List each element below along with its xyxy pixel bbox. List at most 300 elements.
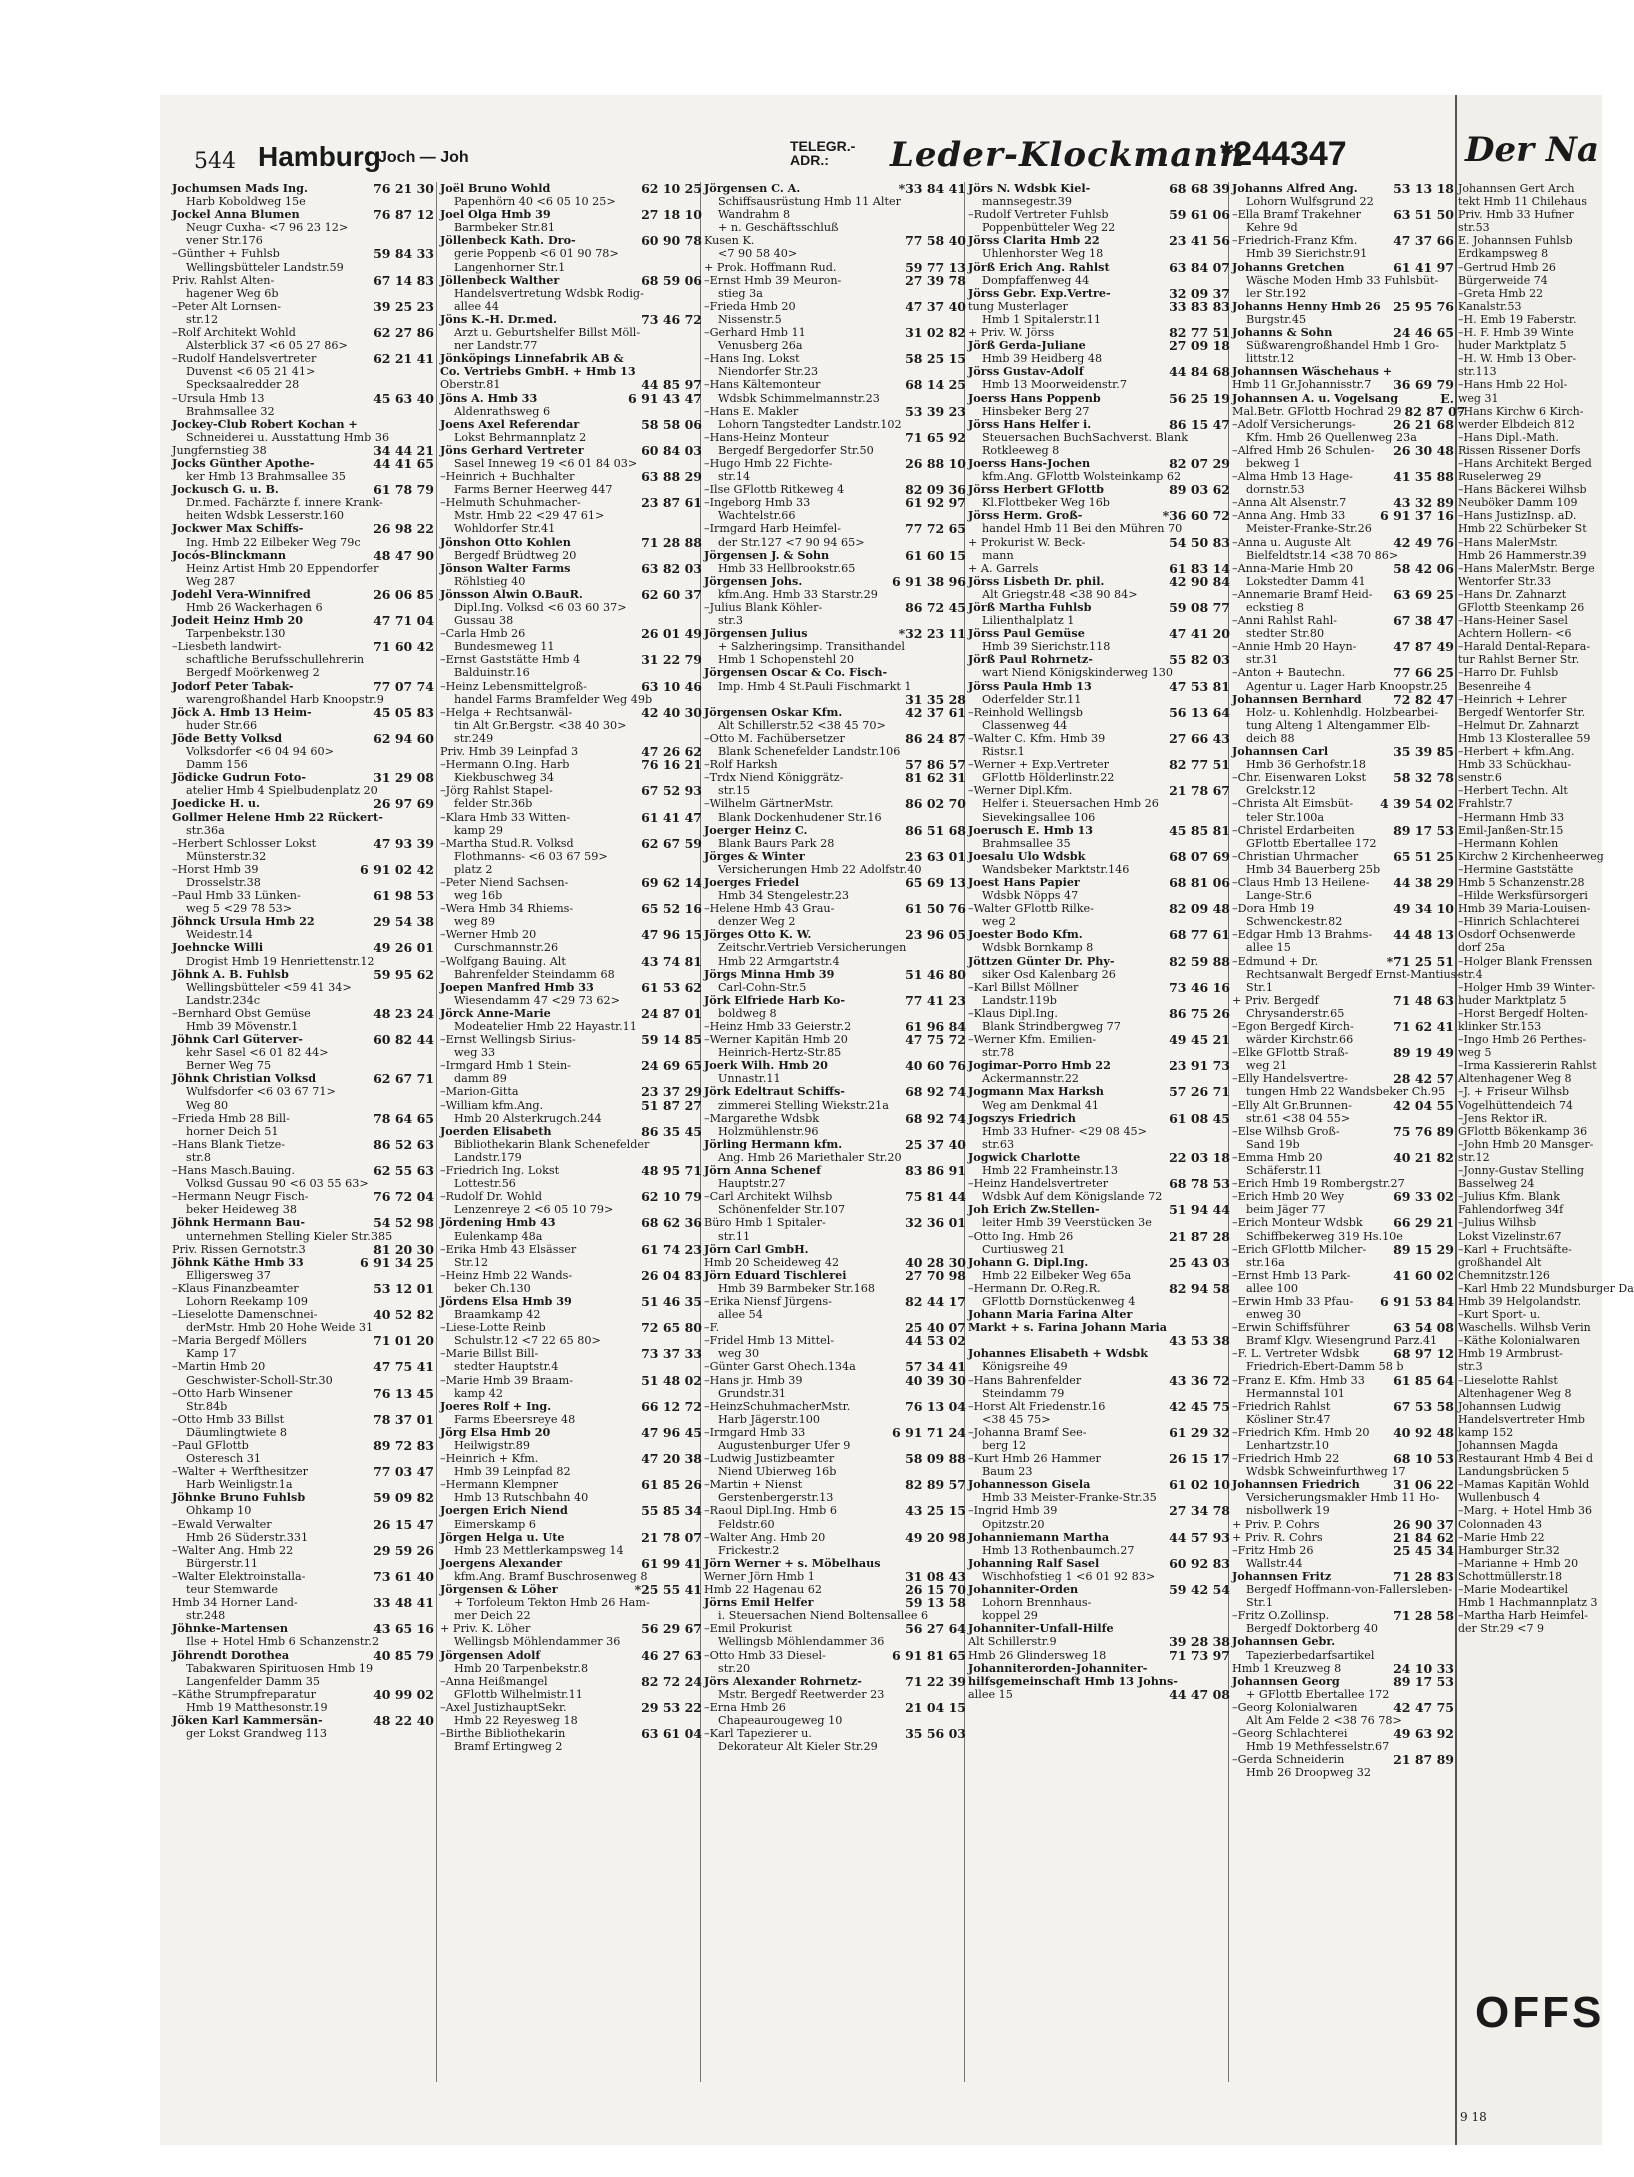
entry-phone: 71 65 92 (905, 429, 966, 445)
entry-name: –Emil Prokurist (704, 1622, 792, 1636)
entry-continuation: Alsterblick 37 <6 05 27 86> (186, 339, 348, 353)
directory-entry (968, 981, 1230, 994)
entry-phone: 77 07 74 (373, 678, 434, 694)
entry-name: Jochumsen Mads Ing. (172, 181, 308, 195)
directory-entry (1232, 1727, 1454, 1740)
directory-entry (968, 1203, 1230, 1216)
entry-continuation: Weg am Denkmal 41 (982, 1098, 1099, 1112)
directory-entry (440, 1007, 702, 1020)
entry-name: Johannsen Gebr. (1232, 1634, 1336, 1649)
directory-entry (704, 326, 966, 339)
directory-entry (1232, 470, 1454, 483)
entry-name: Jödicke Gudrun Foto- (172, 770, 307, 785)
next-page-line: huder Marktplatz 5 (1458, 339, 1567, 353)
directory-entry (704, 1190, 966, 1203)
entry-continuation: Unnastr.11 (718, 1072, 781, 1086)
directory-entry (968, 1504, 1230, 1517)
entry-continuation: GFlottb Hölderlinstr.22 (982, 771, 1115, 785)
entry-continuation: Niendorfer Str.23 (718, 365, 819, 379)
entry-phone: 73 46 72 (641, 311, 702, 327)
directory-entry (704, 300, 966, 313)
entry-name: –Heinz Handelsvertreter (968, 1177, 1109, 1191)
entry-continuation: berg 12 (982, 1439, 1027, 1452)
entry-name: –Martha Stud.R. Volksd (440, 836, 574, 850)
directory-entry (440, 1557, 702, 1570)
entry-name: –Reinhold Wellingsb (968, 705, 1083, 719)
directory-entry (968, 1675, 1230, 1688)
entry-name: + A. Garrels (968, 561, 1039, 575)
entry-continuation: Wiesendamm 47 <29 73 62> (454, 993, 621, 1007)
entry-name: –Anna u. Auguste Alt (1232, 535, 1351, 549)
entry-continuation: dornstr.53 (1246, 483, 1305, 497)
entry-phone: 6 91 38 96 (892, 573, 966, 589)
directory-entry (968, 928, 1230, 941)
next-page-line: –Hans JustizInsp. aD. (1458, 509, 1577, 523)
entry-phone: 71 62 41 (1393, 1019, 1454, 1034)
directory-entry (968, 509, 1230, 522)
entry-name: –Marie Hmb 39 Braam- (440, 1373, 573, 1387)
entry-continuation: Hauptstr.27 (718, 1177, 786, 1191)
entry-name: Jörs Alexander Rohrnetz- (704, 1673, 862, 1688)
entry-continuation: Weidestr.14 (186, 928, 253, 942)
next-page-line: str.3 (1458, 1360, 1483, 1374)
entry-continuation: <38 45 75> (982, 1412, 1051, 1426)
entry-phone: 62 67 71 (373, 1071, 434, 1087)
entry-name: –Kurt Hmb 26 Hammer (968, 1452, 1101, 1466)
entry-continuation: Hmb 39 Sierichstr.118 (982, 640, 1111, 654)
entry-phone: 36 69 79 (1393, 377, 1454, 393)
directory-entry (172, 1387, 434, 1400)
entry-phone: 29 59 26 (373, 1542, 434, 1558)
next-page-line: Waschells. Wilhsb Verin (1458, 1321, 1591, 1335)
entry-phone: 61 60 15 (905, 547, 966, 563)
next-page-line: –Holger Hmb 39 Winter- (1458, 980, 1596, 994)
entry-phone: 59 08 77 (1169, 600, 1230, 615)
directory-entry (440, 1033, 702, 1046)
next-page-line: Frahlstr.7 (1458, 797, 1513, 811)
directory-entry (1232, 1609, 1454, 1622)
entry-phone: 47 37 66 (1393, 233, 1454, 249)
next-page-line: weg 31 (1458, 391, 1499, 405)
directory-entry (172, 771, 434, 784)
entry-name: Jocks Günther Apothe- (172, 455, 315, 470)
entry-continuation: Lohorn Wulfsgrund 22 (1246, 195, 1374, 209)
directory-entry (704, 850, 966, 863)
entry-continuation: Hmb 36 Gerhofstr.18 (1246, 758, 1367, 772)
entry-continuation: Bergedf Doktorberg 40 (1246, 1622, 1378, 1636)
entry-continuation: Wandsbeker Marktstr.146 (982, 862, 1130, 876)
entry-name: Joedicke H. u. (172, 796, 260, 811)
entry-phone: 42 45 75 (1169, 1398, 1230, 1414)
entry-phone: 86 72 45 (905, 600, 966, 615)
directory-entry (704, 457, 966, 470)
entry-name: –Ingeborg Hmb 33 (704, 496, 811, 510)
entry-name: –Carla Hmb 26 (440, 627, 526, 641)
entry-name: –Käthe Strumpfreparatur (172, 1687, 316, 1701)
entry-name: Johanniter-Orden (968, 1582, 1079, 1597)
entry-name: –Rudolf Dr. Wohld (440, 1190, 543, 1204)
entry-continuation: Dipl.Ing. Volksd <6 03 60 37> (454, 601, 627, 614)
entry-name: Jörn Anna Schenef (704, 1163, 821, 1178)
entry-name: –Ursula Hmb 13 (172, 391, 265, 405)
next-page-line: Vogelhüttendeich 74 (1458, 1098, 1574, 1112)
next-page-line: Fahlendorfweg 34f (1458, 1203, 1564, 1217)
entry-name: –Hans Kältemonteur (704, 378, 821, 392)
next-page-line: –Julius Wilhsb (1458, 1216, 1537, 1230)
directory-entry (172, 837, 434, 850)
entry-name: –Trdx Niend Königgrätz- (704, 771, 844, 785)
entry-continuation: Specksaalredder 28 (186, 378, 300, 392)
entry-continuation: weg 2 (982, 915, 1017, 929)
entry-phone: 66 12 72 (641, 1398, 702, 1414)
entry-continuation: der Str.127 <7 90 94 65> (718, 535, 865, 549)
entry-name: –Annemarie Bramf Heid- (1232, 587, 1373, 601)
entry-name: –Annie Hmb 20 Hayn- (1232, 640, 1357, 654)
entry-continuation: Ristsr.1 (982, 745, 1025, 759)
entry-continuation: Sand 19b (1246, 1137, 1300, 1151)
entry-phone: 40 99 02 (373, 1686, 434, 1702)
directory-entry (440, 981, 702, 994)
directory-entry (440, 1125, 702, 1138)
entry-name: –Herbert Schlosser Lokst (172, 836, 317, 850)
directory-entry (968, 1282, 1230, 1295)
entry-phone: 63 84 07 (1169, 259, 1230, 275)
entry-phone: 71 01 20 (373, 1333, 434, 1349)
entry-continuation: Geschwister-Scholl-Str.30 (186, 1373, 333, 1387)
entry-phone: 49 26 01 (373, 940, 434, 956)
entry-name: –Erika Niensf Jürgens- (704, 1294, 832, 1308)
entry-name: Johannsen Wäschehaus + (1232, 364, 1393, 379)
directory-entry (704, 732, 966, 745)
entry-continuation: stedter Hauptstr.4 (454, 1360, 559, 1374)
entry-continuation: Hmb 39 Sierichstr.91 (1246, 247, 1368, 261)
directory-entry (704, 1400, 966, 1413)
entry-name: –Martin Hmb 20 (172, 1360, 266, 1374)
entry-continuation: Burgstr.45 (1246, 312, 1307, 326)
entry-name: –Anna Ang. Hmb 33 (1232, 509, 1346, 523)
entry-name: –Ilse GFlottb Ritkeweg 4 (704, 483, 845, 497)
entry-name: –Heinz Hmb 22 Wands- (440, 1268, 573, 1282)
entry-phone: 47 53 81 (1169, 678, 1230, 694)
entry-continuation: allee 15 (1246, 941, 1291, 955)
entry-name: Jörss Hans Helfer i. (968, 416, 1092, 431)
entry-name: Jörgensen C. A. (704, 181, 801, 195)
next-page-line: –Hans Dr. Zahnarzt (1458, 587, 1567, 601)
entry-phone: 29 53 22 (641, 1699, 702, 1715)
entry-phone: 6 91 53 84 (1380, 1293, 1454, 1309)
entry-continuation: Nissenstr.5 (718, 312, 782, 326)
directory-entry (704, 274, 966, 287)
entry-continuation: Lange-Str.6 (1246, 889, 1312, 903)
entry-name: Johanns Alfred Ang. (1232, 181, 1358, 195)
entry-phone: 26 30 48 (1393, 442, 1454, 458)
entry-phone: 57 26 71 (1169, 1084, 1230, 1100)
entry-phone: 44 53 02 (905, 1333, 966, 1349)
entry-continuation: Wdsbk Nöpps 47 (982, 889, 1079, 903)
entry-name: –Birthe Bibliothekarin (440, 1727, 566, 1741)
entry-phone: 61 02 10 (1169, 1477, 1230, 1493)
entry-continuation: str.11 (718, 1229, 751, 1243)
entry-name: –Walter GFlottb Rilke- (968, 902, 1094, 916)
entry-continuation: Grelckstr.12 (1246, 784, 1316, 798)
entry-phone: 54 52 98 (373, 1215, 434, 1231)
entry-continuation: allee 54 (718, 1308, 763, 1322)
entry-continuation: mer Deich 22 (454, 1609, 531, 1623)
directory-entry (704, 431, 966, 444)
entry-phone: 40 92 48 (1393, 1424, 1454, 1440)
entry-continuation: Bergedf Brüdtweg 20 (454, 548, 577, 562)
entry-continuation: Bergedf Moörkenweg 2 (186, 666, 320, 680)
entry-phone: 31 22 79 (641, 652, 702, 668)
entry-phone: 71 22 39 (905, 1673, 966, 1689)
entry-name: Jöck A. Hmb 13 Heim- (172, 704, 312, 719)
entry-continuation: Alt Griegstr.48 <38 90 84> (982, 587, 1138, 601)
entry-phone: 56 29 67 (641, 1621, 702, 1637)
directory-entry (172, 1282, 434, 1295)
entry-phone: 65 52 16 (641, 901, 702, 917)
directory-entry (172, 706, 434, 719)
entry-continuation: Hmb 1 Schopenstehl 20 (718, 653, 855, 667)
entry-continuation: weg 30 (718, 1347, 760, 1361)
directory-entry (440, 955, 702, 968)
entry-name: Jogimar-Porro Hmb 22 (968, 1058, 1111, 1073)
entry-name: Jörn Werner + s. Möbelhaus (704, 1555, 881, 1570)
entry-name: –Elly Alt Gr.Brunnen- (1232, 1098, 1352, 1112)
entry-phone: 56 25 19 (1169, 390, 1230, 406)
directory-entry (172, 811, 434, 824)
entry-name: Hmb 11 Gr.Johannisstr.7 (1232, 378, 1372, 392)
directory-entry (440, 1701, 702, 1714)
entry-name: Jodehl Vera-Winnifred (172, 586, 311, 601)
entry-name: Jöhrendt Dorothea (172, 1647, 290, 1662)
entry-name: Johanns Gretchen (1232, 259, 1345, 274)
entry-phone: 63 88 29 (641, 469, 702, 485)
next-page-line: –Harro Dr. Fuhlsb (1458, 666, 1559, 680)
entry-phone: 62 67 59 (641, 835, 702, 851)
entry-phone: 42 37 61 (905, 704, 966, 720)
next-page-line: –Marie Hmb 22 (1458, 1530, 1545, 1544)
directory-entry (704, 1295, 966, 1308)
entry-name: + Priv. Bergedf (1232, 993, 1319, 1007)
next-page-line: Kanalstr.53 (1458, 299, 1522, 313)
directory-entry (704, 1216, 966, 1229)
directory-entry (440, 1478, 702, 1491)
entry-continuation: Hermannstal 101 (1246, 1386, 1345, 1400)
entry-name: –Friedrich-Franz Kfm. (1232, 234, 1358, 248)
entry-phone: 82 59 88 (1169, 953, 1230, 969)
directory-entry (704, 1452, 966, 1465)
next-page-line: –Hans Architekt Berged (1458, 456, 1592, 470)
directory-entry (1232, 1753, 1454, 1766)
next-page-line: Ruselerweg 29 (1458, 470, 1542, 484)
next-page-line: –Karl + Fruchtsäfte- (1458, 1242, 1572, 1256)
entry-name: Johannsen Bernhard (1232, 691, 1362, 706)
directory-entry (704, 824, 966, 837)
entry-phone: 21 84 62 (1393, 1529, 1454, 1545)
entry-phone: 21 87 89 (1393, 1752, 1454, 1768)
entry-phone: 59 13 58 (905, 1595, 966, 1611)
entry-phone: 75 76 89 (1393, 1123, 1454, 1139)
entry-name: –Friedrich Hmb 22 (1232, 1452, 1340, 1466)
directory-entry (704, 234, 966, 247)
next-page-line: –Jonny-Gustav Stelling (1458, 1164, 1584, 1178)
entry-name: Jörns Emil Helfer (704, 1595, 814, 1610)
next-page-line: Kirchw 2 Kirchenheerweg (1458, 849, 1604, 863)
entry-name: Joest Hans Papier (968, 874, 1080, 889)
entry-phone: 48 95 71 (641, 1163, 702, 1179)
entry-continuation: Heinrich-Hertz-Str.85 (718, 1046, 842, 1060)
entry-phone: 26 06 85 (373, 586, 434, 602)
entry-name: Johannes Elisabeth + Wdsbk (968, 1346, 1148, 1361)
entry-continuation: Mstr. Bergedf Reetwerder 23 (718, 1687, 885, 1701)
entry-name: –Marie Billst Bill- (440, 1347, 539, 1361)
directory-entry (440, 1347, 702, 1360)
entry-continuation: Langenfelder Damm 35 (186, 1674, 320, 1688)
entry-continuation: kfm.Ang. Bramf Buschrosenweg 8 (454, 1569, 648, 1583)
entry-name: Mal.Betr. GFlottb Hochrad 29 (1232, 404, 1402, 418)
entry-continuation: Gussau 38 (454, 614, 514, 628)
directory-entry (968, 850, 1230, 863)
directory-entry (968, 575, 1230, 588)
next-page-line: Hmb 39 Helgolandstr. (1458, 1294, 1582, 1308)
next-page-line: –Hans Kirchw 6 Kirch- (1458, 404, 1584, 418)
directory-entry (440, 274, 702, 287)
entry-name: –Paul GFlottb (172, 1439, 249, 1452)
entry-continuation: stedter Str.80 (1246, 627, 1325, 641)
next-page-line: Neuböker Damm 109 (1458, 496, 1578, 510)
directory-entry (440, 627, 702, 640)
directory-entry (1232, 418, 1454, 431)
entry-continuation: Wallstr.44 (1246, 1556, 1303, 1570)
directory-entry (968, 208, 1230, 221)
entry-phone: 89 72 83 (373, 1438, 434, 1453)
entry-phone: 26 98 22 (373, 521, 434, 537)
directory-column-4 (968, 182, 1230, 1701)
entry-continuation: Weg 287 (186, 574, 236, 588)
entry-range: Joch — Joh (378, 149, 469, 166)
entry-continuation: Augustenburger Ufer 9 (718, 1439, 851, 1452)
entry-phone: 82 87 07 (1404, 403, 1466, 419)
next-page-line: –Kurt Sport- u. (1458, 1308, 1541, 1322)
directory-entry (968, 182, 1230, 195)
directory-entry (440, 496, 702, 509)
directory-entry (968, 1426, 1230, 1439)
entry-phone: 44 41 65 (373, 455, 434, 471)
entry-phone: 44 38 29 (1393, 874, 1454, 890)
entry-name: Jörgensen Adolf (440, 1647, 541, 1662)
entry-continuation: teur Stemwarde (186, 1583, 278, 1597)
entry-continuation: Wäsche Moden Hmb 33 Fuhlsbüt- (1246, 273, 1439, 287)
entry-name: –Hans Bahrenfelder (968, 1373, 1082, 1387)
entry-phone: 53 13 18 (1393, 181, 1454, 196)
entry-name: Jörgensen & Löher (440, 1582, 558, 1597)
entry-phone: 82 09 48 (1169, 901, 1230, 917)
entry-phone: 23 37 29 (641, 1084, 702, 1100)
entry-phone: 71 28 83 (1393, 1568, 1454, 1584)
entry-name: –Otto Hmb 33 Diesel- (704, 1648, 826, 1662)
entry-phone: 66 29 21 (1393, 1215, 1454, 1231)
directory-entry (172, 1112, 434, 1125)
entry-continuation: Königsreihe 49 (982, 1360, 1068, 1374)
entry-continuation: Hmb 33 Hellbrookstr.65 (718, 561, 856, 575)
directory-entry (704, 1164, 966, 1177)
entry-continuation: Hmb 39 Leinpfad 82 (454, 1465, 571, 1479)
entry-continuation: huder Str.66 (186, 718, 258, 732)
entry-phone: 49 45 21 (1169, 1032, 1230, 1048)
entry-phone: 21 78 07 (641, 1529, 702, 1545)
entry-name: Joeres Rolf + Ing. (440, 1398, 552, 1413)
entry-name: Jördening Hmb 43 (440, 1215, 556, 1230)
entry-phone: 51 94 44 (1169, 1202, 1230, 1218)
directory-entry (1232, 403, 1466, 419)
entry-phone: 61 29 32 (1169, 1424, 1230, 1440)
entry-phone: 82 89 57 (905, 1477, 966, 1493)
entry-name: Jocós-Blinckmann (172, 547, 286, 562)
entry-name: + Priv. R. Cohrs (1232, 1530, 1323, 1544)
entry-phone: 25 40 07 (905, 1320, 966, 1336)
directory-entry (704, 1531, 966, 1544)
entry-continuation: hagener Weg 6b (186, 286, 279, 300)
next-page-line: Wentorfer Str.33 (1458, 574, 1552, 588)
directory-entry (440, 208, 702, 221)
entry-continuation: Heinz Artist Hmb 20 Eppendorfer (186, 561, 379, 575)
entry-continuation: Hmb 33 Hufner- <29 08 45> (982, 1124, 1148, 1138)
entry-name: Jörling Hermann kfm. (704, 1136, 843, 1151)
entry-name: Jörss Herm. Groß- (968, 508, 1083, 523)
entry-name: –Ella Bramf Trakehner (1232, 208, 1361, 222)
directory-entry (968, 784, 1230, 797)
next-page-line: tekt Hmb 11 Chilehaus (1458, 195, 1587, 209)
entry-continuation: Kehre 9d (1246, 221, 1298, 235)
entry-continuation: Lohorn Reekamp 109 (186, 1294, 309, 1308)
directory-entry (440, 1269, 702, 1282)
entry-continuation: Wellingsb Möhlendammer 36 (718, 1635, 885, 1649)
entry-name: –Werner Kfm. Emilien- (968, 1033, 1097, 1047)
directory-entry (704, 1675, 966, 1688)
directory-entry (172, 889, 434, 902)
entry-continuation: str.249 (454, 731, 494, 745)
directory-entry (440, 313, 702, 326)
entry-continuation: Röhlstieg 40 (454, 574, 526, 588)
next-page-line: E. Johannsen Fuhlsb (1458, 234, 1573, 248)
entry-continuation: Tabakwaren Spirituosen Hmb 19 (186, 1661, 374, 1675)
entry-phone: 60 92 83 (1169, 1555, 1230, 1571)
telegram-label: TELEGR.- ADR.: (790, 138, 856, 168)
directory-entry (968, 536, 1230, 549)
entry-continuation: Flothmanns- <6 03 67 59> (454, 849, 608, 863)
entry-phone: 71 60 42 (373, 639, 434, 655)
directory-entry (172, 522, 434, 535)
entry-continuation: Eimerskamp 6 (454, 1517, 536, 1531)
entry-continuation: Kiekbuschweg 34 (454, 771, 555, 785)
entry-name: –Christian Uhrmacher (1232, 849, 1359, 863)
entry-phone: 45 85 81 (1169, 822, 1230, 838)
entry-phone: 27 39 78 (905, 272, 966, 288)
entry-phone: 23 63 01 (905, 848, 966, 864)
entry-name: –Frieda Hmb 20 (704, 299, 796, 313)
entry-name: + Priv. P. Cohrs (1232, 1517, 1320, 1531)
entry-name: –Edgar Hmb 13 Brahms- (1232, 928, 1373, 942)
entry-continuation: weg 5 <29 78 53> (186, 902, 293, 916)
entry-phone: 73 61 40 (373, 1568, 434, 1584)
directory-entry (1232, 1452, 1454, 1465)
entry-name: –Lieselotte Damenschnei- (172, 1308, 318, 1322)
directory-entry (440, 182, 702, 195)
entry-phone: E. (1440, 390, 1454, 406)
directory-entry (172, 444, 434, 457)
next-page-line: –Holger Blank Frenssen (1458, 954, 1593, 968)
entry-name: Jördens Elsa Hmb 39 (440, 1293, 572, 1308)
